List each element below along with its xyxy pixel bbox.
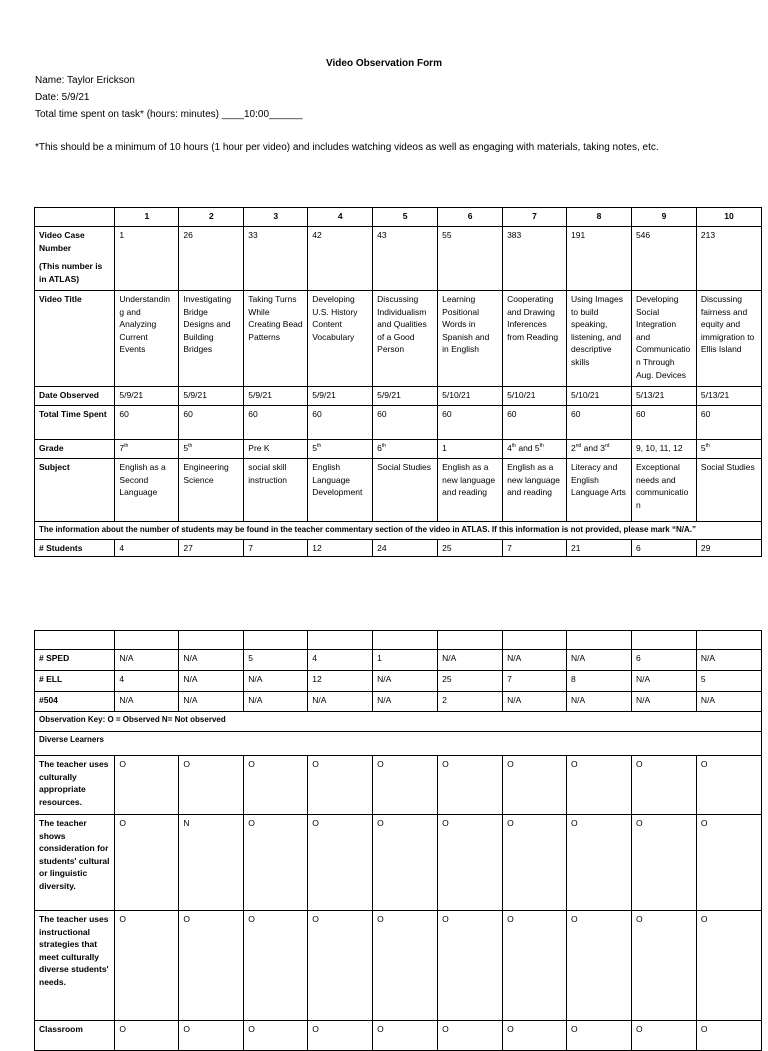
grade-value: 5	[700, 443, 706, 453]
info-note-row	[35, 522, 762, 540]
ell-cell: N/A	[631, 671, 696, 692]
observation-cell: O	[438, 756, 503, 815]
observation-cell: O	[503, 815, 567, 911]
row-header-504: #504	[35, 692, 115, 712]
sped-cell: 1	[373, 650, 438, 671]
students-info-note: The information about the number of students may be found in the teacher commentary section of the video in ATLAS. If this information is not provided, please mark “N/A.”	[35, 522, 762, 540]
observation-cell: O	[179, 1021, 244, 1051]
blank-cell	[567, 631, 632, 650]
observation-cell: O	[631, 756, 696, 815]
observation-cell: O	[308, 815, 373, 911]
blank-cell	[308, 631, 373, 650]
date-cell: 5/9/21	[373, 387, 438, 406]
video-title-cell: Understanding and Analyzing Current Events	[115, 291, 179, 387]
column-number: 4	[308, 208, 373, 227]
subject-cell: Exceptional needs and communication	[631, 459, 696, 522]
blank-cell	[438, 631, 503, 650]
subject-cell: Engineering Science	[179, 459, 244, 522]
sped-cell: N/A	[567, 650, 632, 671]
column-number: 7	[503, 208, 567, 227]
column-number: 10	[696, 208, 761, 227]
video-title-cell: Using Images to build speaking, listening, and descriptive skills	[567, 291, 632, 387]
corner-cell	[35, 208, 115, 227]
ell-cell: 12	[308, 671, 373, 692]
row-header-video-title: Video Title	[35, 291, 115, 387]
row-header-grade: Grade	[35, 440, 115, 459]
grade-value: 5	[183, 443, 189, 453]
case-number-cell: 43	[373, 227, 438, 291]
students-cell: 24	[373, 539, 438, 557]
observation-cell: O	[244, 756, 308, 815]
case-number-cell: 55	[438, 227, 503, 291]
total-time-line: Total time spent on task* (hours: minutes) ____10:00______	[35, 109, 303, 120]
grade-row	[35, 440, 762, 459]
column-number: 3	[244, 208, 308, 227]
sped-cell: 4	[308, 650, 373, 671]
row-header-subject: Subject	[35, 459, 115, 522]
ell-cell: N/A	[244, 671, 308, 692]
observation-cell: O	[631, 911, 696, 1021]
video-title-cell: Investigating Bridge Designs and Building Bridges	[179, 291, 244, 387]
grade-suffix: th	[316, 443, 322, 450]
grade-cell	[631, 440, 696, 459]
grade-cell	[179, 440, 244, 459]
sped-cell: N/A	[115, 650, 179, 671]
time-cell: 60	[631, 406, 696, 440]
students-cell: 27	[179, 539, 244, 557]
grade-suffix: th	[124, 443, 129, 450]
ell-cell: N/A	[179, 671, 244, 692]
video-title-cell: Learning Positional Words in Spanish and in English	[438, 291, 503, 387]
time-cell: 60	[244, 406, 308, 440]
column-number: 2	[179, 208, 244, 227]
section-504-cell: N/A	[503, 692, 567, 712]
observation-cell: O	[244, 1021, 308, 1051]
minimum-time-note: *This should be a minimum of 10 hours (1 hour per video) and includes watching videos as well as engaging with materials, taking notes, etc.	[35, 142, 659, 153]
subject-cell: English as a new language and reading	[503, 459, 567, 522]
case-number-cell: 546	[631, 227, 696, 291]
grade-value: and 3	[581, 443, 605, 453]
form-title: Video Observation Form	[326, 58, 442, 69]
observation-cell: O	[503, 756, 567, 815]
grade-suffix: th	[381, 443, 387, 450]
observation-cell: O	[179, 911, 244, 1021]
grade-value: 5	[312, 443, 317, 453]
video-title-cell: Discussing Individualism and Qualities of a Good Person	[373, 291, 438, 387]
date-cell: 5/10/21	[503, 387, 567, 406]
observation-cell: O	[631, 815, 696, 911]
observation-cell: O	[696, 911, 761, 1021]
row-header-students: # Students	[35, 539, 115, 557]
grade-cell	[308, 440, 373, 459]
observation-key-row	[35, 712, 762, 732]
observation-key: Observation Key: O = Observed N= Not observed	[35, 712, 762, 732]
time-cell: 60	[696, 406, 761, 440]
time-cell: 60	[438, 406, 503, 440]
grade-cell	[373, 440, 438, 459]
grade-value: 7	[119, 443, 125, 453]
date-cell: 5/9/21	[244, 387, 308, 406]
case-number-sublabel: (This number is in ATLAS)	[39, 261, 103, 284]
blank-cell	[179, 631, 244, 650]
observation-cell: O	[696, 756, 761, 815]
case-number-cell: 213	[696, 227, 761, 291]
students-cell: 6	[631, 539, 696, 557]
subject-cell: English Language Development	[308, 459, 373, 522]
ell-cell: N/A	[373, 671, 438, 692]
grade-cell	[696, 440, 761, 459]
row-header-date-observed: Date Observed	[35, 387, 115, 406]
observation-cell: O	[115, 815, 179, 911]
case-number-cell: 26	[179, 227, 244, 291]
ell-cell: 8	[567, 671, 632, 692]
date-cell: 5/10/21	[438, 387, 503, 406]
blank-cell	[696, 631, 761, 650]
subject-cell: Social Studies	[696, 459, 761, 522]
row-header-total-time: Total Time Spent	[35, 406, 115, 440]
total-time-row	[35, 406, 762, 440]
date-observed-row	[35, 387, 762, 406]
video-title-cell: Cooperating and Drawing Inferences from Reading	[503, 291, 567, 387]
sped-cell: N/A	[179, 650, 244, 671]
subject-cell: Social Studies	[373, 459, 438, 522]
video-title-row	[35, 291, 762, 387]
sped-cell: N/A	[438, 650, 503, 671]
observation-cell: O	[308, 911, 373, 1021]
observation-cell: O	[179, 756, 244, 815]
blank-cell	[244, 631, 308, 650]
row-header-ell: # ELL	[35, 671, 115, 692]
observation-cell: O	[244, 815, 308, 911]
students-cell: 4	[115, 539, 179, 557]
time-cell: 60	[179, 406, 244, 440]
grade-suffix: rd	[604, 443, 610, 450]
date-cell: 5/9/21	[308, 387, 373, 406]
observation-cell: O	[438, 1021, 503, 1051]
date-cell: 5/13/21	[631, 387, 696, 406]
grade-suffix: th	[539, 443, 544, 450]
column-number: 9	[631, 208, 696, 227]
grade-value: 2	[571, 443, 576, 453]
case-number-label: Video Case Number	[39, 230, 85, 253]
blank-cell	[35, 631, 115, 650]
section-504-cell: N/A	[244, 692, 308, 712]
column-number: 6	[438, 208, 503, 227]
sped-cell: N/A	[696, 650, 761, 671]
grade-value: 6	[377, 443, 382, 453]
blank-cell	[115, 631, 179, 650]
criterion-row	[35, 1021, 762, 1051]
observation-cell: O	[308, 756, 373, 815]
observation-cell: O	[115, 911, 179, 1021]
date-cell: 5/10/21	[567, 387, 632, 406]
criterion-row	[35, 756, 762, 815]
video-title-cell: Taking Turns While Creating Bead Patterns	[244, 291, 308, 387]
time-cell: 60	[503, 406, 567, 440]
section-504-cell: N/A	[373, 692, 438, 712]
grade-cell	[438, 440, 503, 459]
criterion-row	[35, 815, 762, 911]
criterion-label: The teacher uses instructional strategies that meet culturally diverse students' needs.	[35, 911, 115, 1021]
name-line: Name: Taylor Erickson	[35, 75, 135, 86]
students-cell: 25	[438, 539, 503, 557]
blank-header-row	[35, 631, 762, 650]
ell-cell: 7	[503, 671, 567, 692]
criterion-label: The teacher uses culturally appropriate resources.	[35, 756, 115, 815]
ell-cell: 25	[438, 671, 503, 692]
grade-cell	[567, 440, 632, 459]
video-title-cell: Developing Social Integration and Communication Through Aug. Devices	[631, 291, 696, 387]
grade-cell	[244, 440, 308, 459]
section-504-cell: N/A	[567, 692, 632, 712]
observation-cell: O	[503, 911, 567, 1021]
observation-cell: O	[696, 815, 761, 911]
column-number: 8	[567, 208, 632, 227]
column-number: 1	[115, 208, 179, 227]
observation-cell: O	[567, 911, 632, 1021]
sped-cell: 5	[244, 650, 308, 671]
case-number-cell: 383	[503, 227, 567, 291]
grade-value: and 5	[515, 443, 540, 453]
students-row	[35, 539, 762, 557]
criterion-label: The teacher shows consideration for students' cultural or linguistic diversity.	[35, 815, 115, 911]
section-row	[35, 732, 762, 756]
observation-cell: O	[438, 815, 503, 911]
grade-value: 9, 10, 11, 12	[635, 443, 683, 453]
grade-suffix: th	[511, 443, 516, 450]
students-cell: 29	[696, 539, 761, 557]
sped-cell: N/A	[503, 650, 567, 671]
observation-cell: O	[631, 1021, 696, 1051]
date-cell: 5/9/21	[179, 387, 244, 406]
ell-row	[35, 671, 762, 692]
sped-cell: 6	[631, 650, 696, 671]
time-cell: 60	[567, 406, 632, 440]
criterion-row	[35, 911, 762, 1021]
date-line: Date: 5/9/21	[35, 92, 90, 103]
observation-cell: O	[373, 756, 438, 815]
criterion-label: Classroom	[35, 1021, 115, 1051]
grade-cell	[503, 440, 567, 459]
observation-cell: N	[179, 815, 244, 911]
observation-cell: O	[373, 815, 438, 911]
students-cell: 21	[567, 539, 632, 557]
time-cell: 60	[308, 406, 373, 440]
subject-cell: English as a new language and reading	[438, 459, 503, 522]
subject-cell: Literacy and English Language Arts	[567, 459, 632, 522]
section-504-cell: 2	[438, 692, 503, 712]
observation-table-2	[34, 630, 762, 1051]
blank-cell	[373, 631, 438, 650]
observation-cell: O	[438, 911, 503, 1021]
blank-cell	[503, 631, 567, 650]
observation-cell: O	[115, 756, 179, 815]
section-504-cell: N/A	[631, 692, 696, 712]
subject-row	[35, 459, 762, 522]
grade-value: 4	[507, 443, 512, 453]
students-cell: 7	[503, 539, 567, 557]
ell-cell: 5	[696, 671, 761, 692]
grade-suffix: th	[705, 443, 710, 450]
section-504-cell: N/A	[696, 692, 761, 712]
sped-row	[35, 650, 762, 671]
grade-value: Pre K	[248, 443, 270, 453]
video-title-cell: Developing U.S. History Content Vocabulary	[308, 291, 373, 387]
observation-cell: O	[567, 815, 632, 911]
case-number-cell: 1	[115, 227, 179, 291]
grade-value: 1	[442, 443, 447, 453]
case-number-cell: 191	[567, 227, 632, 291]
observation-cell: O	[308, 1021, 373, 1051]
students-cell: 7	[244, 539, 308, 557]
subject-cell: social skill instruction	[244, 459, 308, 522]
grade-suffix: nd	[575, 443, 582, 450]
observation-cell: O	[373, 911, 438, 1021]
case-number-cell: 42	[308, 227, 373, 291]
observation-cell: O	[115, 1021, 179, 1051]
blank-cell	[631, 631, 696, 650]
date-cell: 5/9/21	[115, 387, 179, 406]
observation-table-1	[34, 207, 762, 557]
students-cell: 12	[308, 539, 373, 557]
subject-cell: English as a Second Language	[115, 459, 179, 522]
case-number-cell: 33	[244, 227, 308, 291]
section-504-row	[35, 692, 762, 712]
grade-cell	[115, 440, 179, 459]
column-number-row	[35, 208, 762, 227]
date-cell: 5/13/21	[696, 387, 761, 406]
section-504-cell: N/A	[179, 692, 244, 712]
observation-cell: O	[567, 756, 632, 815]
observation-cell: O	[373, 1021, 438, 1051]
observation-cell: O	[567, 1021, 632, 1051]
time-cell: 60	[373, 406, 438, 440]
column-number: 5	[373, 208, 438, 227]
observation-cell: O	[503, 1021, 567, 1051]
row-header-sped: # SPED	[35, 650, 115, 671]
observation-cell: O	[696, 1021, 761, 1051]
row-header-case-number	[35, 227, 115, 291]
section-diverse-learners: Diverse Learners	[35, 732, 762, 756]
case-number-row	[35, 227, 762, 291]
video-title-cell: Discussing fairness and equity and immigration to Ellis Island	[696, 291, 761, 387]
section-504-cell: N/A	[115, 692, 179, 712]
grade-suffix: th	[188, 443, 193, 450]
observation-cell: O	[244, 911, 308, 1021]
time-cell: 60	[115, 406, 179, 440]
ell-cell: 4	[115, 671, 179, 692]
section-504-cell: N/A	[308, 692, 373, 712]
